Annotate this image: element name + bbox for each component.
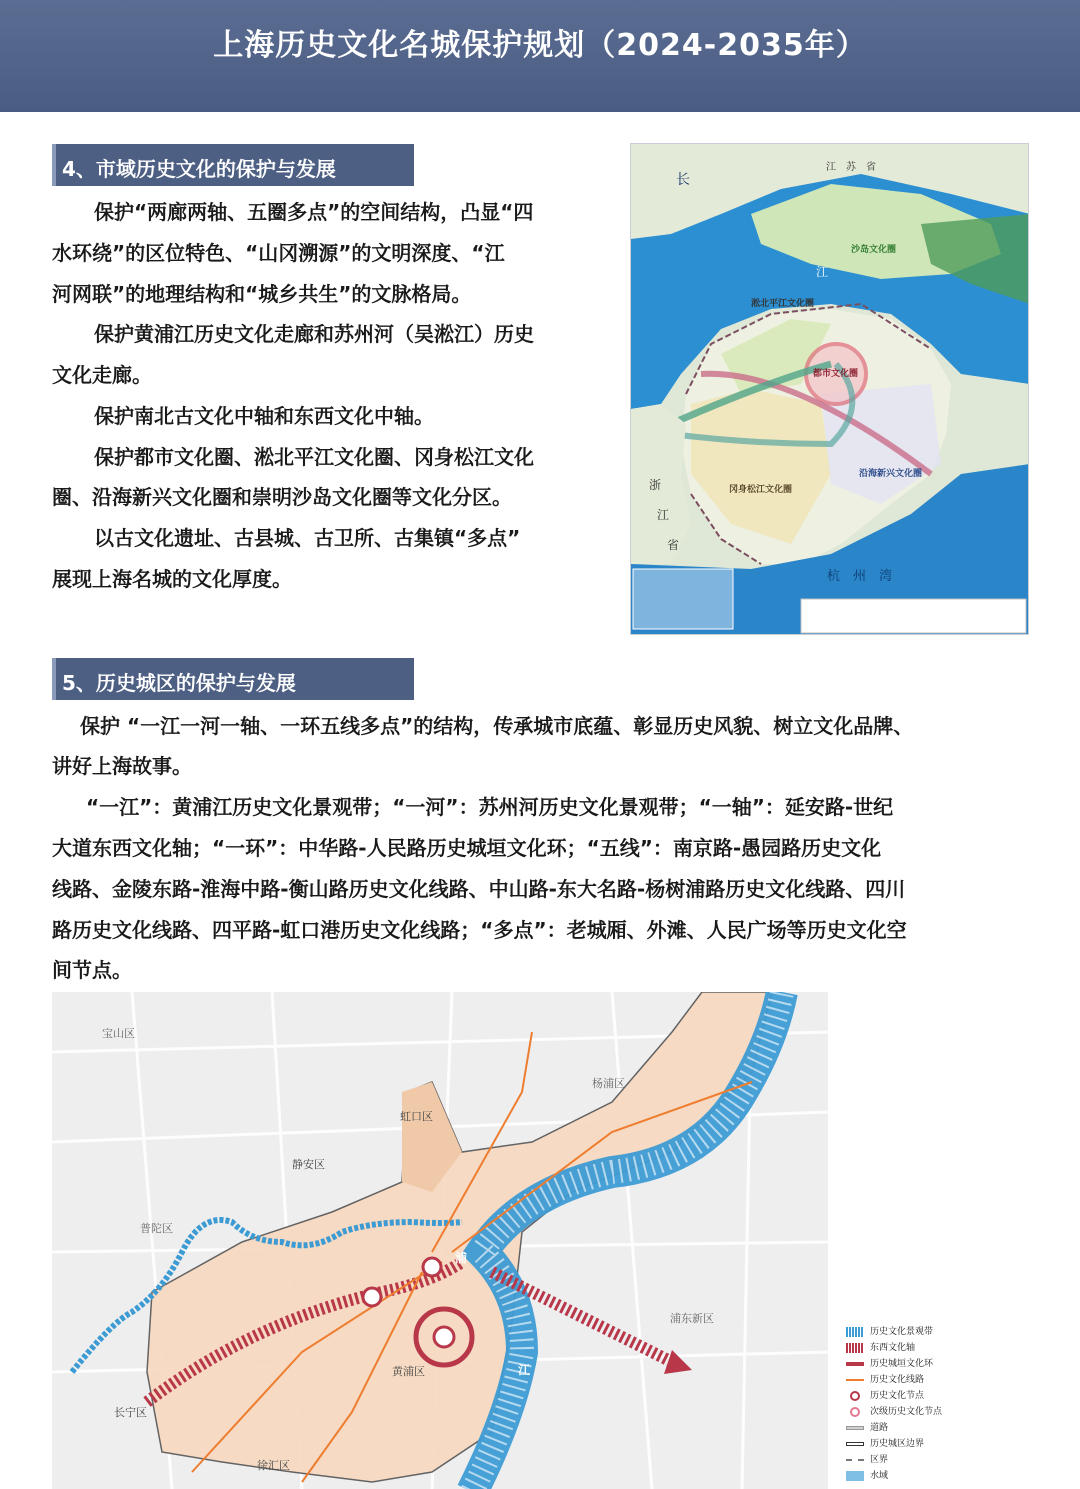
label-baoshan: 宝山区 — [102, 1027, 135, 1040]
section5-line-7: 间节点。 — [52, 958, 132, 982]
legend-item — [846, 1436, 1026, 1452]
legend-swatch — [846, 1343, 864, 1353]
section5-line-2: 讲好上海故事。 — [52, 754, 192, 778]
label-xuhui: 徐汇区 — [257, 1459, 290, 1472]
label-zhe: 浙 — [649, 478, 662, 492]
legend-swatch — [846, 1471, 864, 1481]
inset-map — [633, 569, 733, 629]
legend-item — [846, 1420, 1026, 1436]
legend-label: 道路 — [870, 1423, 889, 1433]
section5-line-5: 线路、金陵东路-淮海中路-衡山路历史文化线路、中山路-东大名路-杨树浦路历史文化线路、四川 — [52, 877, 906, 901]
section4-line-1: 保护“两廊两轴、五圈多点”的空间结构，凸显“四 — [94, 200, 534, 224]
label-songbei: 淞北平江文化圈 — [751, 299, 815, 309]
section4-line-10: 展现上海名城的文化厚度。 — [52, 567, 292, 591]
legend-item — [846, 1356, 1026, 1372]
legend-label: 历史文化景观带 — [870, 1327, 934, 1337]
legend-label: 历史文化节点 — [870, 1391, 925, 1401]
municipal-culture-map — [630, 143, 1029, 635]
legend-item — [846, 1388, 1026, 1404]
section4-line-7: 保护都市文化圈、淞北平江文化圈、冈身松江文化 — [94, 445, 534, 469]
node-old-city — [434, 1327, 454, 1347]
legend-item — [846, 1372, 1026, 1388]
label-changning: 长宁区 — [114, 1406, 147, 1419]
legend-item — [846, 1404, 1026, 1420]
label-huangpu: 黄浦区 — [392, 1365, 425, 1378]
section4-line-9: 以古文化遗址、古县城、古卫所、古集镇“多点” — [94, 526, 521, 550]
label-gangshen: 冈身松江文化圈 — [729, 485, 793, 495]
section5-line-1: 保护 “一江一河一轴、一环五线多点”的结构，传承城市底蕴、彰显历史风貌、树立文化品牌、 — [80, 714, 914, 738]
legend-swatch — [850, 1391, 860, 1401]
label-river-jiang: 江 — [518, 1363, 531, 1377]
label-river-pu: 浦 — [455, 1251, 468, 1265]
section5-line-3: “一江”：黄浦江历史文化景观带；“一河”：苏州河历史文化景观带；“一轴”：延安路-世纪 — [86, 795, 894, 819]
label-pudong: 浦东新区 — [670, 1312, 714, 1325]
section4-line-6: 保护南北古文化中轴和东西文化中轴。 — [94, 404, 434, 428]
label-chang: 长 — [676, 172, 690, 188]
section4-line-3: 河网联”的地理结构和“城乡共生”的文脉格局。 — [52, 282, 472, 306]
legend-label: 东西文化轴 — [870, 1343, 916, 1353]
section4-line-5: 文化走廊。 — [52, 363, 152, 387]
node-peoples-square — [363, 1288, 381, 1306]
legend-label: 次级历史文化节点 — [870, 1407, 943, 1417]
legend-label: 历史城垣文化环 — [870, 1359, 934, 1369]
legend-item — [846, 1452, 1026, 1468]
section4-heading: 4、市域历史文化的保护与发展 — [52, 144, 414, 186]
label-sheng: 省 — [667, 538, 680, 552]
section4-line-8: 圈、沿海新兴文化圈和崇明沙岛文化圈等文化分区。 — [52, 485, 512, 509]
label-jiang: 江 — [816, 265, 829, 279]
legend-label: 水域 — [870, 1471, 889, 1481]
title-banner — [0, 0, 1080, 112]
label-jiang2: 江 — [657, 508, 670, 522]
legend-swatch — [846, 1362, 864, 1366]
label-putuo: 普陀区 — [140, 1222, 173, 1235]
legend-item — [846, 1324, 1026, 1340]
map-legend-box — [801, 599, 1026, 633]
label-yangpu: 杨浦区 — [592, 1077, 625, 1090]
legend-item — [846, 1468, 1026, 1484]
legend-label: 区界 — [870, 1455, 889, 1465]
legend-swatch — [846, 1426, 864, 1430]
section4-line-4: 保护黄浦江历史文化走廊和苏州河（吴淞江）历史 — [94, 322, 534, 346]
legend-label: 历史城区边界 — [870, 1439, 925, 1449]
legend-swatch — [850, 1407, 860, 1417]
legend-swatch — [846, 1442, 864, 1446]
section5-heading: 5、历史城区的保护与发展 — [52, 658, 414, 700]
legend-label: 历史文化线路 — [870, 1375, 925, 1385]
label-hongkou: 虹口区 — [400, 1110, 433, 1123]
page-title: 上海历史文化名城保护规划（2024-2035年） — [213, 28, 867, 63]
node-bund — [423, 1258, 441, 1276]
label-dushi: 都市文化圈 — [813, 369, 859, 379]
legend-swatch — [846, 1379, 864, 1381]
label-yanhai: 沿海新兴文化圈 — [859, 469, 923, 479]
section5-line-4: 大道东西文化轴；“一环”：中华路-人民路历史城垣文化环；“五线”：南京路-愚园路历史文化 — [52, 836, 882, 860]
historic-district-map — [52, 992, 828, 1489]
legend-swatch — [846, 1459, 864, 1461]
section4-line-2: 水环绕”的区位特色、“山冈溯源”的文明深度、“江 — [52, 241, 505, 265]
legend-item — [846, 1340, 1026, 1356]
legend-swatch — [846, 1327, 864, 1337]
label-hangzhou: 杭 州 湾 — [827, 569, 893, 584]
label-jiangsu: 江 苏 省 — [826, 162, 876, 173]
section5-line-6: 路历史文化线路、四平路-虹口港历史文化线路；“多点”：老城厢、外滩、人民广场等历史文化空 — [52, 918, 907, 942]
label-jingan: 静安区 — [292, 1158, 325, 1171]
label-shadao: 沙岛文化圈 — [851, 245, 897, 255]
